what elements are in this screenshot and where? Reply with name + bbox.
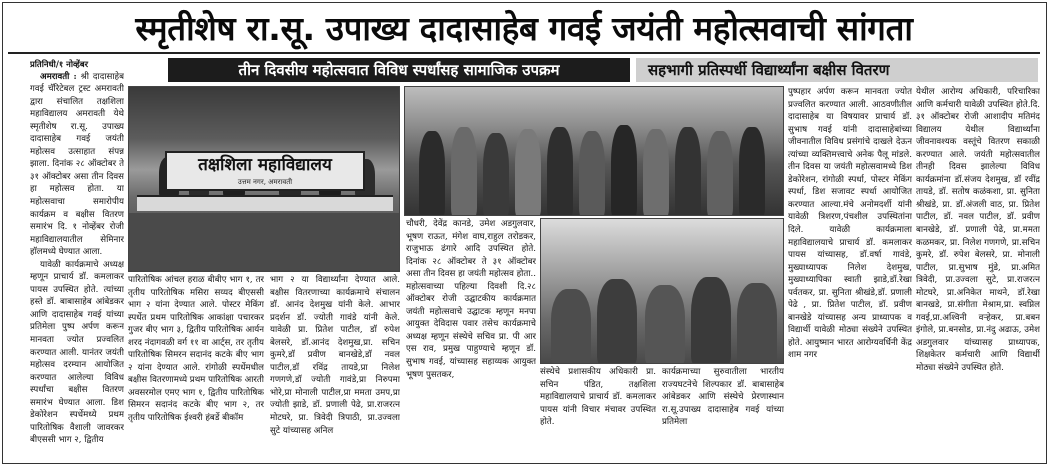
stage-dais [129,213,400,272]
stage-table [137,195,393,211]
banner-title: तक्षशिला महाविद्यालय [198,155,332,175]
person-figure [451,127,477,216]
subheadline-left: तीन दिवसीय महोत्सवात विविध स्पर्धांसह सामाजिक उपक्रम [168,58,630,82]
person-figure [643,129,669,216]
article-column-1 [30,58,124,458]
article-column-3: भाग २ या विद्यार्थ्यांना देण्यात आले. बक्षीस वितरणाच्या कार्यक्रमाचे संचालन डॉ. आनंद देशमुख यांनी केले. आभार प्रदर्शन डॉ. ज्योती गावंडे यांनी केले. यावेळी प्रा. प्रितेश पाटील, डॉ रुपेश बेलसरे, डॉ.आनंद देशमुख,प्रा. सचिन कुमरे,डॉ प्रवीण बानखेडे,डॉ नवल पाटील,डॉ रविंद्र तायडे,प्रा निलेश गणगणे,डॉ ज्योती गावंडे,प्रा निरुपमा भोरे,प्रा मोनाली पाटील,प्रा ममता उमप,प्रा ज्योती झाडे, डॉ. प्रणाली पेढे, प्रा.राजरत्न मोटघरे, प्रा. त्रिवेदी त्रिपाठी, प्रा.उज्वला सुटे यांच्यासह अनिल [270,275,400,436]
person-figure [597,279,637,364]
person-figure [547,127,573,216]
person-figure [551,289,591,364]
person-figure [483,133,509,216]
subheadline-right: सहभागी प्रतिस्पर्धी विद्यार्थ्यांना बक्षीस वितरण [636,58,1038,82]
college-banner [165,151,365,191]
article-column-4: चौधरी, देवेंद्र कानडे, उमेश अडगुलवार, भूषण राऊत, मंगेश वाघ,राहुल तरोडकर, राजुभाऊ ढंगारे आदि उपस्थित होते. दिनांक २८ ऑक्टोबर ते ३१ ऑक्टोबर असा तीन दिवस हा जयंती महोत्सव होता.. महोत्सवाच्या पहिल्या दिवशी दि.२८ ऑक्टोबर रोजी उद्घाटकीय कार्यक्रमात जयंती महोत्सवाचे उद्घाटक म्हणून मनपा आयुक्त देविदास पवार तसेच कार्यक्रमाचे अध्यक्ष म्हणून संस्थेचे सचिव प्रा. पी आर एस राव, प्रमुख पाहुण्याचे म्हणून डॉ. सुभाष गवई, यांच्यासह सहाय्यक आयुक्त भूषण पुसतकर, [406,219,536,380]
person-figure [739,127,765,216]
person-figure [611,125,637,216]
headline-rule [8,52,1040,54]
article-column-7: पुष्पहार अर्पण करून मानवता ज्योत प्रज्वलित करण्यात आली. आठवणीतील दादासाहेब या विषयावर प्राचार्य डॉ. सुभाष गवई यांनी दादासाहेबांच्या जीवनातील विविध प्रसंगांचे दाखले देऊन त्यांच्या व्यक्तिमत्त्वाचे अनेक पैलू मांडले. तीन दिवस या जयंती महोत्सवामध्ये डिश डेकोरेशन, रांगोळी स्पर्धा, पोस्टर मेकिंग स्पर्धा, डिश सजावट स्पर्धा आयोजित करण्यात आल्या.मंचे अनोमदर्शी यांनी यावेळी त्रिशरण,पंचशील उपस्थितांना दिले. यावेळी कार्यक्रमाला महाविद्यालयाचे प्राचार्य डॉ. कमलाकर पायस यांच्यासह, डॉ.वर्षा गावंडे, मुख्याध्यापक निलेश देशमुख, मुख्याध्यापिका स्वाती झाडे,डॉ.रेखा पर्वतकर, प्रा. सुनिता श्रीखंडे,डॉ. प्रणाली पेढे , प्रा. प्रितेश पाटील, डॉ. प्रवीण बानखेडे यांच्यासह अन्य प्राध्यापक व विद्यार्थी यावेळी मोठ्या संख्येने उपस्थित होते. आयुष्मान भारत आरोग्यवर्धिनी केंद्र शाम नगर [788,87,912,361]
article-column-5: संस्थेचे प्रशासकीय अधिकारी प्रा. सचिन पंडित, तक्षशिला महाविद्यालयाचे प्राचार्य डॉ. कमलाकर पायस यांनी विचार मंचावर उपस्थित होते. [540,367,656,428]
person-figure [691,277,731,364]
person-figure [645,285,685,364]
person-figure [515,129,541,216]
banner-subtitle: उत्तम नगर, अमरावती [237,178,293,186]
article-column-8: येथील आरोग्य अधिकारी, परिचारिका आणि कर्मचारी यावेळी उपस्थित होते.दि. ३१ ऑक्टोबर रोजी आशादीप मतिमंद विद्यालय येथील विद्यार्थ्यांना जीवनावश्यक वस्तूंचे वितरण सकाळी करण्यात आले. जयंती महोत्सवातील तीनही दिवस झालेल्या विविध कार्यक्रमांना डॉ.संजय देशमुख, डॉ रवींद्र तायडे, डॉ. सतोष कळंकशा, प्रा. सुनिता श्रीखंडे, प्रा. डॉ.अंजली वाठ, प्रा. प्रितेश पाटील, डॉ. नवल पाटील, डॉ. प्रवीण बानखेडे, डॉ. प्रणाली पेढे, प्रा.ममता कळमकर, प्रा. निलेश गणगणे, प्रा.सचिन कुमरे, डॉ. रुपेश बेलसरे, प्रा. मोनाली पाटील, प्रा.सुभाष मुंडे, प्रा.अमित त्रिवेदी, प्रा.उज्वला सुटे, प्रा.राजरत्न मोटघरे, प्रा.अनिकेत माथने, डॉ.रेखा बानखडे, प्रा.संगीता मेश्राम,प्रा. स्वप्निल गवई,प्रा.अश्विनी वऱ्हेकर, प्रा.बबन इंगोले, प्रा.बनसोड, प्रा.नंदु अढाऊ, उमेश अडगुलवार यांच्यासह प्राध्यापक, शिक्षकेतर कर्मचारी आणि विद्यार्थी मोठ्या संख्येने उपस्थित होते. [916,87,1040,374]
lead-paragraph [30,71,124,259]
place-name: अमरावती : [40,71,77,82]
headline: स्मृतीशेष रा.सू. उपाख्य दादासाहेब गवई जयंती महोत्सवाची सांगता [135,9,913,48]
photo-audience [540,218,784,364]
person-figure [737,283,777,364]
person-figure [707,131,733,216]
photo-stage-banner [128,86,400,272]
article-column-2: पारितोषिक आंचल हराळ बीबीए भाग १, तर तृतीय पारितोषिक मसिरा सय्यद बीएससी भाग २ यांना देण्यात आले. पोस्टर मेकिंग स्पर्धेत प्रथम पारितोषिक आकांक्षा पचारकर गुजर बीए भाग ३, द्वितीय पारितोषिक आर्यन शरद नंदागवळी वर्ग ११ वा आर्ट्स, तर तृतीय पारितोषिक सिमरन सदानंद कटके बीए भाग २ यांना देण्यात आले. रांगोळी स्पर्धेमधील बक्षीस वितरणामध्ये प्रथम पारितोषिक आरती अवसरमोल एमए भाग १, द्वितीय पारितोषिक सिमरन सदानंद कटके बीए भाग २, तर तृतीय पारितोषिक ईश्वरी हंबर्डे बीकॉम [128,275,264,424]
article-column-6: कार्यक्रमाच्या सुरुवातीला भारतीय राज्यघटनेचे शिल्पकार डॉ. बाबासाहेब आंबेडकर आणि संस्थेचे प्रेरणास्थान रा.सू.उपाख्य दादासाहेब गवई यांच्या प्रतिमेला [662,367,784,428]
paragraph: यावेळी कार्यक्रमाचे अध्यक्ष म्हणून प्राचार्य डॉ. कमलाकर पायस उपस्थित होते. त्यांच्या हस्ते डॉ. बाबासाहेब आंबेडकर आणि दादासाहेब गवई यांच्या प्रतिमेला पुष्प अर्पण करून मानवता ज्योत प्रज्वलित करण्यात आली. यानंतर जयंती महोत्सव दरम्यान आयोजित करण्यात आलेल्या विविध स्पर्धांचा बक्षीस वितरण समारंभ घेण्यात आला. डिश डेकोरेशन स्पर्धेमध्ये प्रथम पारितोषिक वैशाली जावरकर बीएससी भाग २, द्वितीय [30,259,124,446]
dateline: प्रतिनिधी/१ नोव्हेंबर [30,59,89,69]
photo-group-trophies [404,86,784,216]
lead-text: श्री दादासाहेब गवई चॅरिटेबल ट्रस्ट अमरावती द्वारा संचालित तक्षशिला महाविद्यालय अमरावती येथे स्मृतीशेष रा.सू. उपाख्य दादासाहेब गवई जयंती महोत्सव उत्साहात संपन्न झाला. दिनांक २८ ऑक्टोबर ते ३१ ऑक्टोबर असा तीन दिवस हा महोत्सव होता. या महोत्सवाचा समारोपीय कार्यक्रम व बक्षीस वितरण समारंभ दि. १ नोव्हेंबर रोजी महाविद्यालयातील सेमिनार हॉलमध्ये घेण्यात आला. [30,71,124,258]
person-figure [579,131,605,216]
person-figure [675,127,701,216]
person-figure [419,131,445,216]
